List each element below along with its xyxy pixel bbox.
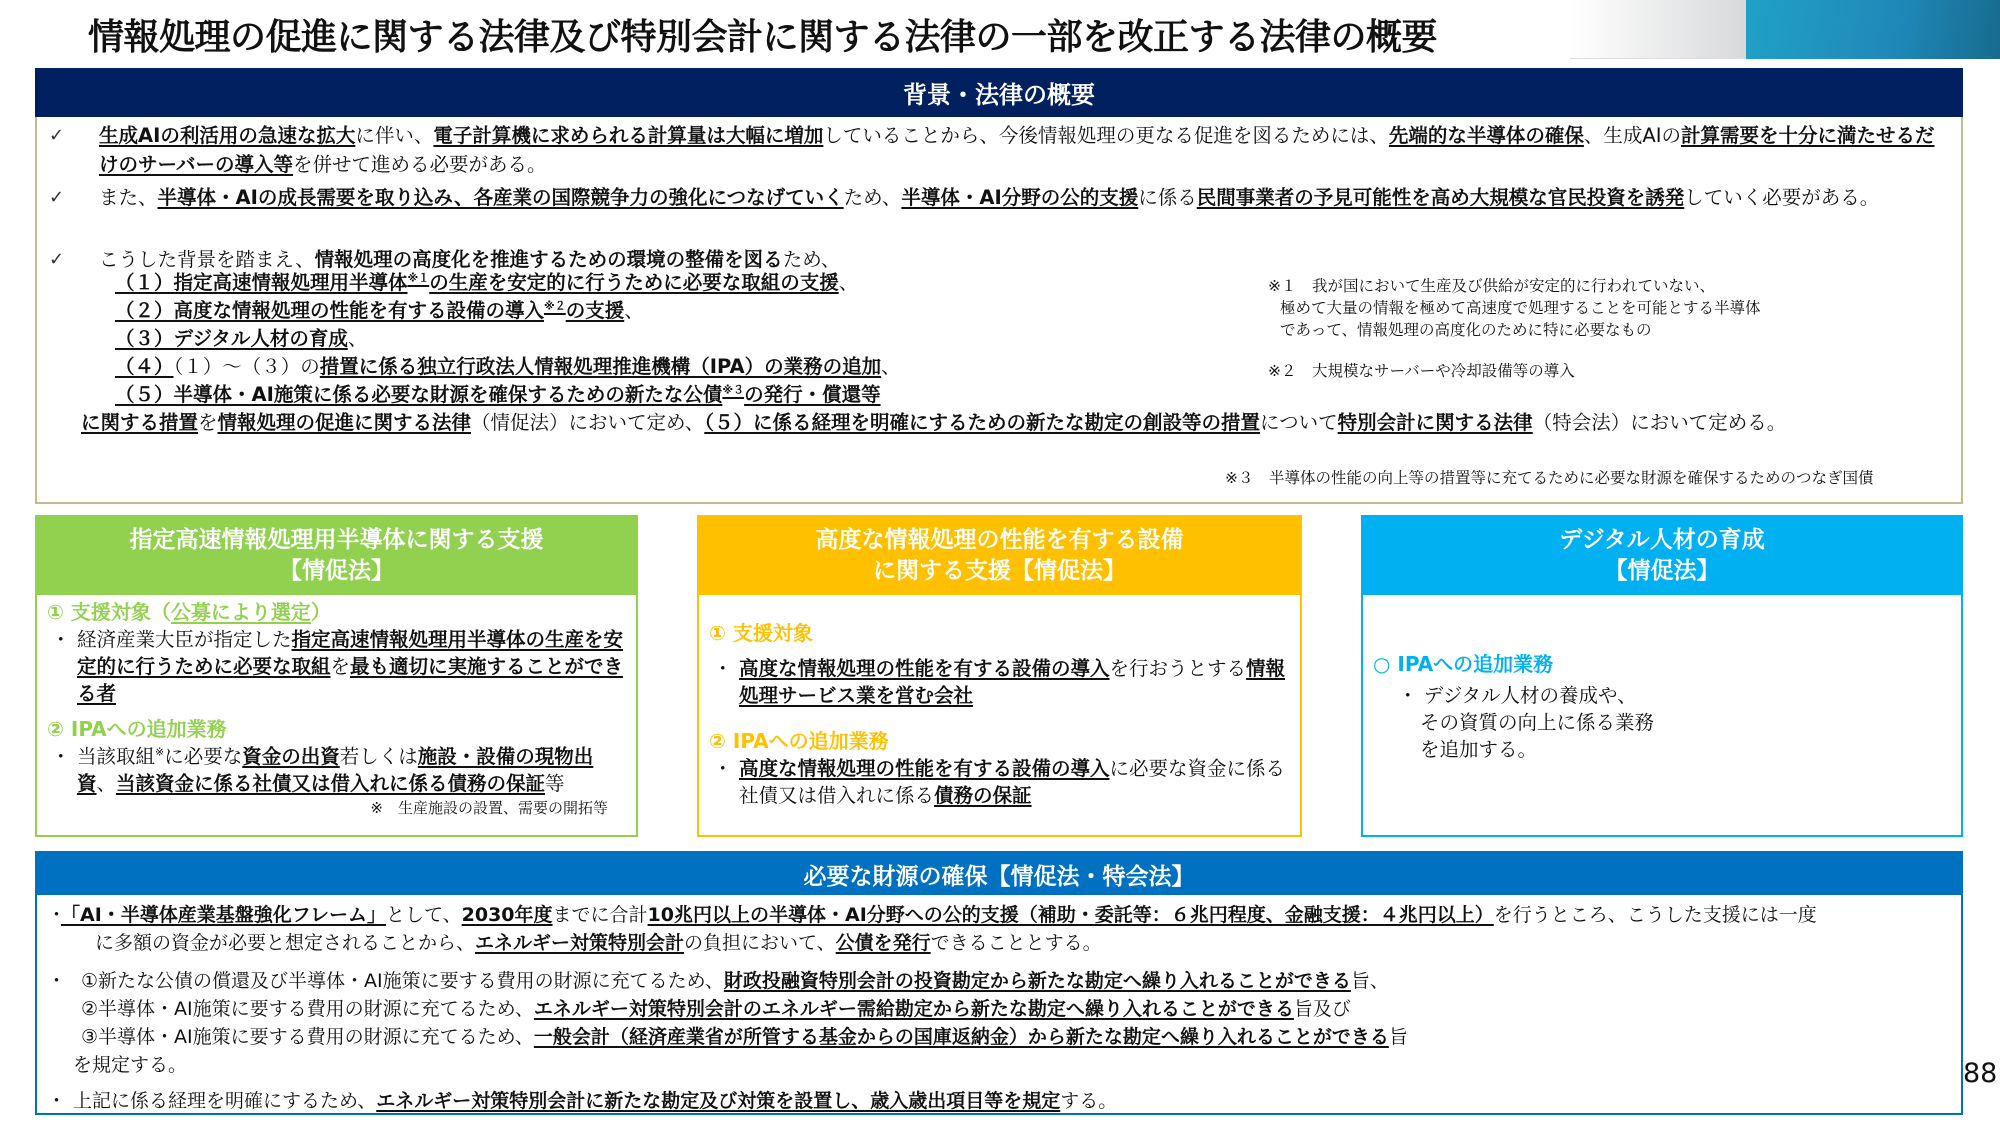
bullet-text: 当該取組※に必要な資金の出資若しくは施設・設備の現物出資、当該資金に係る社債又は借入れに係る債務の保証等 <box>77 745 594 795</box>
footnote-1-line2: 極めて大量の情報を極めて高速度で処理することを可能とする半導体 <box>1280 299 1761 317</box>
bullet-icon: ・ <box>713 657 733 680</box>
funding-item-text <box>61 901 1947 957</box>
bullet-icon: ・ <box>713 757 733 780</box>
text-line: を規定する。 <box>73 1054 188 1076</box>
card-law-tag: 【情促法】 <box>279 558 394 584</box>
funding-section-header: 必要な財源の確保【情促法・特会法】 <box>37 853 1961 895</box>
ipa-task-bullet <box>709 755 1290 809</box>
card-digital-talent <box>1361 515 1963 837</box>
ipa-task-bullet <box>47 743 626 797</box>
funding-item-1 <box>47 901 1947 957</box>
background-item-2 <box>49 183 1949 212</box>
background-conclusion: に関する措置を情報処理の促進に関する法律（情促法）において定め、（５）に係る経理を明確にするための新たな勘定の創設等の措置について特別会計に関する法律（特会法）において定める。 <box>81 411 1787 434</box>
background-section-header: 背景・法律の概要 <box>35 68 1963 117</box>
bullet-icon: ・ <box>1398 684 1424 707</box>
support-target-bullet <box>47 626 626 707</box>
funding-item-text <box>73 967 1947 1079</box>
measure-5: （５）半導体・AI施策に係る必要な財源を確保するための新たな公債$^{※3}$の発行・償還等 <box>115 383 881 406</box>
bullet-icon: ・ <box>47 904 67 926</box>
card-body <box>37 598 636 819</box>
funding-item-3 <box>47 1087 1947 1115</box>
card-title: 指定高速情報処理用半導体に関する支援 <box>129 527 544 553</box>
measure-1: （１）指定高速情報処理用半導体$^{※1}$の生産を安定的に行うために必要な取組の支援、 <box>115 271 859 294</box>
background-item-text: また、半導体・AIの成長需要を取り込み、各産業の国際競争力の強化につなげていくため、半導体・AI分野の公的支援に係る民間事業者の予見可能性を高め大規模な官民投資を誘発していく必要がある。 <box>99 186 1880 209</box>
page-number: 88 <box>1963 1058 1998 1089</box>
card-body <box>1363 650 1961 763</box>
text-line: 上記に係る経理を明確にするため、エネルギー対策特別会計に新たな勘定及び対策を設置し、歳入歳出項目等を規定する。 <box>73 1090 1118 1112</box>
bullet-icon: ・ <box>47 970 67 992</box>
card-title: デジタル人材の育成 <box>1559 527 1765 553</box>
text-line: ②半導体・AI施策に要する費用の財源に充てるため、エネルギー対策特別会計のエネルギー需給勘定から新たな勘定へ繰り入れることができる旨及び <box>81 998 1351 1020</box>
funding-item-text <box>73 1087 1947 1115</box>
measure-3: （３）デジタル人材の育成、 <box>115 327 368 350</box>
text-line: に多額の資金が必要と想定されることから、エネルギー対策特別会計の負担において、公債を発行できることとする。 <box>95 932 1102 954</box>
background-item-1 <box>49 121 1949 179</box>
footnote-1-line3: であって、情報処理の高度化のために特に必要なもの <box>1280 321 1652 339</box>
card-body <box>699 619 1300 809</box>
footnote-2: ※２ 大規模なサーバーや冷却設備等の導入 <box>1268 362 1575 380</box>
card-header <box>37 517 636 595</box>
bullet-icon: ・ <box>51 745 71 768</box>
ipa-task-heading: ○ IPAへの追加業務 <box>1373 652 1554 676</box>
header-decoration <box>1570 0 2000 59</box>
footnote-1-line1: ※１ 我が国において生産及び供給が安定的に行われていない、 <box>1268 277 1715 295</box>
check-icon: ✓ <box>49 249 65 270</box>
check-icon: ✓ <box>49 125 65 146</box>
ipa-task-heading: ② IPAへの追加業務 <box>709 729 889 753</box>
bullet-icon: ・ <box>47 1090 67 1112</box>
bullet-text-line3: を追加する。 <box>1420 738 1538 761</box>
text-line: 「AI・半導体産業基盤強化フレーム」として、2030年度までに合計10兆円以上の半導体・AI分野への公的支援（補助・委託等：６兆円程度、金融支援：４兆円以上）を行うところ、こうした支援には一度 <box>61 904 1817 926</box>
card-header <box>699 517 1300 595</box>
bullet-text: 高度な情報処理の性能を有する設備の導入に必要な資金に係る社債又は借入れに係る債務の保証 <box>739 757 1286 807</box>
card-semiconductor-support <box>35 515 638 837</box>
ipa-task-bullet <box>1373 682 1951 763</box>
measure-2: （２）高度な情報処理の性能を有する設備の導入$^{※2}$の支援、 <box>115 299 644 322</box>
footnote-3: ※３ 半導体の性能の向上等の措置等に充てるために必要な財源を確保するためのつなぎ国債 <box>1225 469 1874 487</box>
check-icon: ✓ <box>49 187 65 208</box>
card-law-tag: 【情促法】 <box>1604 558 1720 584</box>
page-title: 情報処理の促進に関する法律及び特別会計に関する法律の一部を改正する法律の概要 <box>88 17 1438 58</box>
decoration-grey-gradient <box>1570 0 1746 59</box>
support-target-heading: ① 支援対象 <box>709 621 813 645</box>
support-target-heading: ① 支援対象（公募により選定） <box>47 600 331 624</box>
background-item-text: こうした背景を踏まえ、情報処理の高度化を推進するための環境の整備を図るため、 <box>99 248 841 271</box>
bullet-text-line1: デジタル人材の養成や、 <box>1423 684 1637 707</box>
support-target-bullet <box>709 655 1290 709</box>
background-section-body <box>35 117 1963 504</box>
ipa-task-heading: ② IPAへの追加業務 <box>47 717 227 741</box>
bullet-text: 高度な情報処理の性能を有する設備の導入を行おうとする情報処理サービス業を営む会社 <box>739 657 1286 707</box>
card-title-line2: に関する支援【情促法】 <box>873 558 1126 584</box>
card-note: ※ 生産施設の設置、需要の開拓等 <box>370 799 608 817</box>
background-item-text: 生成AIの利活用の急速な拡大に伴い、電子計算機に求められる計算量は大幅に増加していることから、今後情報処理の更なる促進を図るためには、先端的な半導体の確保、生成AIの計算需要を十分に満たせるだけのサーバーの導入等を併せて進める必要がある。 <box>99 124 1935 176</box>
text-line: ①新たな公債の償還及び半導体・AI施策に要する費用の財源に充てるため、財政投融資特別会計の投資勘定から新たな勘定へ繰り入れることができる旨、 <box>81 970 1389 992</box>
funding-section <box>35 851 1963 1115</box>
measure-4: （４）（１）～（３）の措置に係る独立行政法人情報処理推進機構（IPA）の業務の追加、 <box>115 355 901 378</box>
bullet-icon: ・ <box>51 628 71 651</box>
decoration-blue-gradient <box>1746 0 2000 59</box>
bullet-text: 経済産業大臣が指定した指定高速情報処理用半導体の生産を安定的に行うために必要な取組を最も適切に実施することができる者 <box>77 628 624 705</box>
card-header <box>1363 517 1961 595</box>
funding-item-2 <box>47 967 1947 1079</box>
text-line: ③半導体・AI施策に要する費用の財源に充てるため、一般会計（経済産業省が所管する基金からの国庫返納金）から新たな勘定へ繰り入れることができる旨 <box>81 1026 1408 1048</box>
bullet-text-line2: その資質の向上に係る業務 <box>1420 711 1655 734</box>
card-equipment-support <box>697 515 1302 837</box>
card-title: 高度な情報処理の性能を有する設備 <box>815 527 1184 553</box>
